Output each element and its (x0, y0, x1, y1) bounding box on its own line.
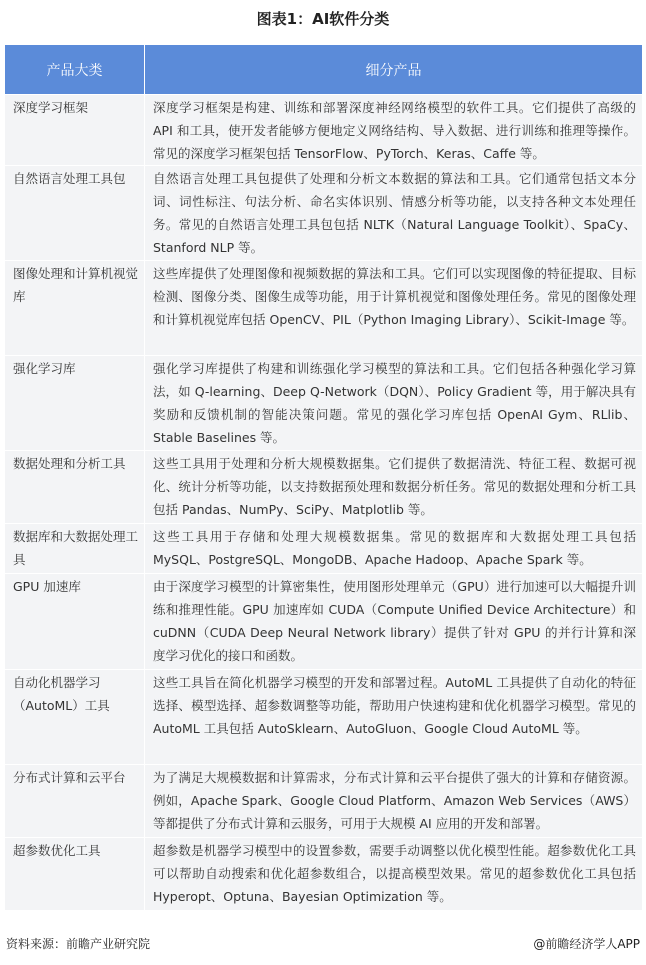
category-cell: 自动化机器学习（AutoML）工具 (5, 670, 145, 765)
description-cell: 自然语言处理工具包提供了处理和分析文本数据的算法和工具。它们通常包括文本分词、词性标注、句法分析、命名实体识别、情感分析等功能，以支持各种文本处理任务。常见的自然语言处理工具包包括 NLTK（Natural Language Toolkit）、SpaCy、Stanford NLP 等。 (145, 166, 643, 261)
table-row (5, 261, 643, 356)
table-row (5, 524, 643, 574)
table-row (5, 451, 643, 524)
table-body (5, 95, 643, 911)
table-row (5, 670, 643, 765)
brand-credit: @前瞻经济学人APP (533, 937, 640, 951)
table-row (5, 574, 643, 670)
category-cell: 数据库和大数据处理工具 (5, 524, 145, 574)
description-cell: 这些工具旨在简化机器学习模型的开发和部署过程。AutoML 工具提供了自动化的特征选择、模型选择、超参数调整等功能，帮助用户快速构建和优化机器学习模型。常见的 AutoML 工具包括 AutoSklearn、AutoGluon、Google Cloud AutoML 等。 (145, 670, 643, 765)
category-cell: 自然语言处理工具包 (5, 166, 145, 261)
category-cell: 强化学习库 (5, 356, 145, 451)
header-subproducts: 细分产品 (145, 45, 643, 95)
table-row (5, 95, 643, 166)
description-cell: 超参数是机器学习模型中的设置参数，需要手动调整以优化模型性能。超参数优化工具可以帮助自动搜索和优化超参数组合，以提高模型效果。常见的超参数优化工具包括 Hyperopt、Optuna、Bayesian Optimization 等。 (145, 838, 643, 911)
description-cell: 这些库提供了处理图像和视频数据的算法和工具。它们可以实现图像的特征提取、目标检测、图像分类、图像生成等功能，用于计算机视觉和图像处理任务。常见的图像处理和计算机视觉库包括 OpenCV、PIL（Python Imaging Library）、Scikit-Image 等。 (145, 261, 643, 356)
figure-title: 图表1：AI软件分类 (256, 10, 390, 28)
description-cell: 深度学习框架是构建、训练和部署深度神经网络模型的软件工具。它们提供了高级的 API 和工具，使开发者能够方便地定义网络结构、导入数据、进行训练和推理等操作。常见的深度学习框架包括 TensorFlow、PyTorch、Keras、Caffe 等。 (145, 95, 643, 166)
header-category: 产品大类 (5, 45, 145, 95)
table-row (5, 838, 643, 911)
table-row (5, 765, 643, 838)
table-row (5, 166, 643, 261)
description-cell: 由于深度学习模型的计算密集性，使用图形处理单元（GPU）进行加速可以大幅提升训练和推理性能。GPU 加速库如 CUDA（Compute Unified Device Architecture）和 cuDNN（CUDA Deep Neural Network library）提供了针对 GPU 的并行计算和深度学习优化的接口和函数。 (145, 574, 643, 670)
category-cell: 数据处理和分析工具 (5, 451, 145, 524)
category-cell: 超参数优化工具 (5, 838, 145, 911)
category-cell: 深度学习框架 (5, 95, 145, 166)
table-header-row (5, 45, 643, 95)
description-cell: 为了满足大规模数据和计算需求，分布式计算和云平台提供了强大的计算和存储资源。例如，Apache Spark、Google Cloud Platform、Amazon Web Services（AWS）等都提供了分布式计算和云服务，可用于大规模 AI 应用的开发和部署。 (145, 765, 643, 838)
category-cell: 分布式计算和云平台 (5, 765, 145, 838)
category-cell: GPU 加速库 (5, 574, 145, 670)
description-cell: 强化学习库提供了构建和训练强化学习模型的算法和工具。它们包括各种强化学习算法，如 Q-learning、Deep Q-Network（DQN）、Policy Gradient 等，用于解决具有奖励和反馈机制的智能决策问题。常见的强化学习库包括 OpenAI Gym、RLlib、Stable Baselines 等。 (145, 356, 643, 451)
ai-software-table (4, 44, 643, 911)
description-cell: 这些工具用于处理和分析大规模数据集。它们提供了数据清洗、特征工程、数据可视化、统计分析等功能，以支持数据预处理和数据分析任务。常见的数据处理和分析工具包括 Pandas、NumPy、SciPy、Matplotlib 等。 (145, 451, 643, 524)
description-cell: 这些工具用于存储和处理大规模数据集。常见的数据库和大数据处理工具包括 MySQL、PostgreSQL、MongoDB、Apache Hadoop、Apache Spark 等。 (145, 524, 643, 574)
source-note: 资料来源：前瞻产业研究院 (6, 937, 151, 951)
category-cell: 图像处理和计算机视觉库 (5, 261, 145, 356)
table-row (5, 356, 643, 451)
